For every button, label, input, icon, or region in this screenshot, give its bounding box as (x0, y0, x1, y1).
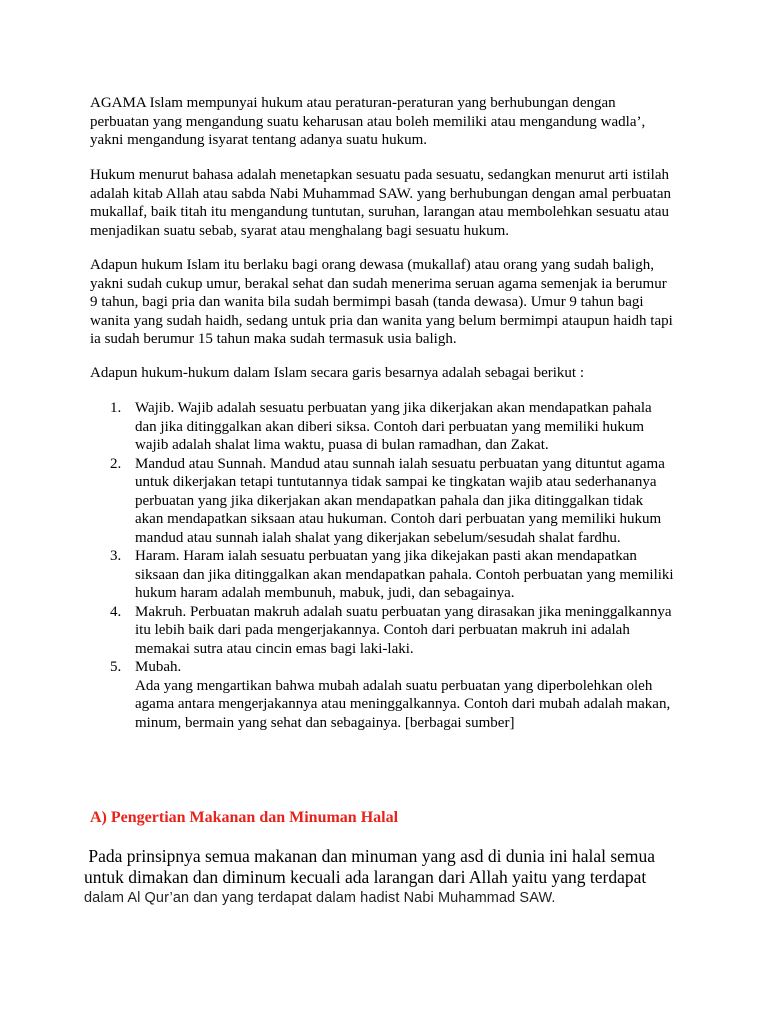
list-line: Mubah. (135, 659, 182, 675)
paragraph-line: Pada prinsipnya semua makanan dan minuman yang asd di dunia ini halal semua (84, 846, 656, 866)
list-line: wajib adalah shalat lima waktu, puasa di bulan ramadhan, dan Zakat. (135, 437, 549, 453)
hukum-list (90, 399, 690, 732)
list-line: mandud atau sunnah ialah shalat yang dikerjakan sebelum/sesudah shalat fardhu. (135, 529, 621, 546)
list-item-sunnah (90, 455, 690, 548)
paragraph-line: perbuatan yang mengandung suatu keharusan atau boleh memiliki atau mengandung wadla’, (90, 113, 646, 130)
paragraph-line: adalah kitab Allah atau sabda Nabi Muhammad SAW. yang berhubungan dengan amal perbuatan (90, 185, 671, 202)
paragraph-line: Hukum menurut bahasa adalah menetapkan sesuatu pada sesuatu, sedangkan menurut arti istilah (90, 167, 669, 183)
paragraph-mukallaf (90, 256, 690, 349)
list-line: Mandud atau Sunnah. Mandud atau sunnah ialah sesuatu perbuatan yang dituntut agama (135, 455, 665, 472)
paragraph-line: mukallaf, baik titah itu mengandung tuntutan, suruhan, larangan atau membolehkan sesuatu atau (90, 204, 670, 220)
list-number: 5. (110, 659, 122, 675)
list-number: 3. (110, 548, 122, 564)
paragraph-line: AGAMA Islam mempunyai hukum atau peraturan-peraturan yang berhubungan dengan (90, 95, 616, 111)
paragraph-line: 9 tahun, bagi pria dan wanita bila sudah bermimpi basah (tanda dewasa). Umur 9 tahun bagi (90, 294, 644, 310)
list-line: Ada yang mengartikan bahwa mubah adalah suatu perbuatan yang diperbolehkan oleh (135, 677, 653, 694)
paragraph-line: Adapun hukum Islam itu berlaku bagi orang dewasa (mukallaf) atau orang yang sudah baligh, (90, 257, 655, 273)
list-line: agama antara mengerjakannya atau meninggalkannya. Contoh dari mubah adalah makan, (135, 696, 671, 712)
paragraph-line: menjadikan suatu sebab, syarat atau menghalang bagi sesuatu hukum. (90, 222, 510, 239)
list-line: itu lebih baik dari pada mengerjakannya. Contoh dari perbuatan makruh ini adalah (135, 622, 630, 638)
paragraph-line: ia sudah berumur 15 tahun maka sudah termasuk usia baligh. (90, 331, 457, 347)
paragraph-line: wanita yang sudah haidh, sedang untuk pria dan wanita yang belum bermimpi ataupun haidh tapi (90, 312, 673, 329)
list-line: Makruh. Perbuatan makruh adalah suatu perbuatan yang dirasakan jika meninggalkannya (135, 603, 672, 620)
list-line: minum, bermain yang sehat dan sebagainya. [berbagai sumber] (135, 714, 515, 731)
paragraph-list-intro (90, 364, 690, 383)
list-line: dan jika ditinggalkan akan diberi siksa. Contoh dari perbuatan yang memiliki hukum (135, 418, 645, 435)
list-item-mubah (90, 658, 690, 732)
paragraph-line: Adapun hukum-hukum dalam Islam secara garis besarnya adalah sebagai berikut : (90, 365, 584, 381)
section-heading: A) Pengertian Makanan dan Minuman Halal (90, 809, 399, 826)
paragraph-intro (90, 94, 690, 150)
list-line: hukum haram adalah membunuh, mabuk, judi, dan sebagainya. (135, 585, 515, 601)
list-number: 2. (110, 455, 122, 472)
list-item-wajib (90, 399, 690, 455)
paragraph-halal (84, 846, 686, 909)
paragraph-hukum-definition (90, 166, 690, 240)
list-number: 1. (110, 400, 122, 416)
list-line: untuk dikerjakan tetapi tuntutannya tidak sampai ke tingkatan wajib atau sederhananya (135, 474, 657, 490)
list-item-haram (90, 547, 690, 603)
list-number: 4. (110, 603, 122, 620)
list-line: perbuatan yang jika dikerjakan akan mendapatkan pahala dan jika ditinggalkan tidak (135, 492, 644, 509)
list-line: akan mendapatkan siksaan atau hukuman. Contoh dari perbuatan yang memiliki hukum (135, 511, 662, 527)
paragraph-line: yakni mengandung isyarat tentang adanya suatu hukum. (90, 132, 427, 148)
paragraph-line: dalam Al Qur’an dan yang terdapat dalam hadist Nabi Muhammad SAW. (84, 890, 556, 906)
list-line: memakai sutra atau cincin emas bagi laki-laki. (135, 640, 414, 657)
list-item-makruh (90, 603, 690, 659)
paragraph-line: yakni sudah cukup umur, berakal sehat dan sudah menerima seruan agama semenjak ia berumur (90, 275, 667, 292)
paragraph-line: untuk dimakan dan diminum kecuali ada larangan dari Allah yaitu yang terdapat (84, 867, 647, 887)
list-line: siksaan dan jika ditinggalkan akan mendapatkan pahala. Contoh perbuatan yang memiliki (135, 566, 674, 583)
list-line: Haram. Haram ialah sesuatu perbuatan yang jika dikejakan pasti akan mendapatkan (135, 548, 637, 564)
list-line: Wajib. Wajib adalah sesuatu perbuatan yang jika dikerjakan akan mendapatkan pahala (135, 400, 652, 416)
